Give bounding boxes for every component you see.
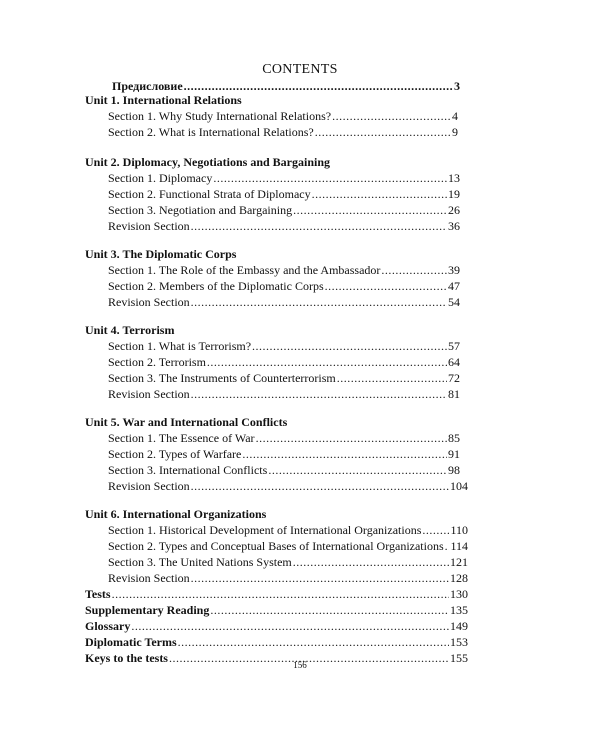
toc-entry[interactable] xyxy=(108,218,460,234)
toc-entry-label: Section 1. Why Study International Relations? xyxy=(108,109,332,123)
dot-leader xyxy=(268,462,447,478)
toc-entry-page: 153 xyxy=(450,635,468,649)
dot-leader xyxy=(422,522,449,538)
dot-leader xyxy=(312,186,447,202)
toc-back-matter[interactable] xyxy=(85,586,468,602)
toc-entry-page: 91 xyxy=(448,447,460,461)
toc-entry[interactable] xyxy=(108,294,460,310)
toc-back-matter[interactable] xyxy=(85,602,468,618)
toc-entry-page: 72 xyxy=(448,371,460,385)
toc-entry-page: 36 xyxy=(448,219,460,233)
dot-leader xyxy=(381,262,447,278)
toc-entry[interactable] xyxy=(108,338,460,354)
toc-entry-label: Revision Section xyxy=(108,479,190,493)
toc-entry-label: Diplomatic Terms xyxy=(85,635,177,649)
toc-entry-page: 104 xyxy=(450,479,468,493)
toc-entry-page: 57 xyxy=(448,339,460,353)
toc-entry[interactable] xyxy=(108,522,468,538)
toc-entry-page: 85 xyxy=(448,431,460,445)
unit-heading[interactable]: Unit 4. Terrorism xyxy=(85,323,175,337)
dot-leader xyxy=(337,370,447,386)
dot-leader xyxy=(178,634,449,650)
toc-entry[interactable] xyxy=(108,262,460,278)
dot-leader xyxy=(210,602,449,618)
toc-entry-page: 149 xyxy=(450,619,468,633)
toc-entry[interactable] xyxy=(108,538,468,554)
toc-entry[interactable] xyxy=(108,430,460,446)
toc-entry-label: Section 2. Members of the Diplomatic Corps xyxy=(108,279,324,293)
toc-entry-label: Section 3. Negotiation and Bargaining xyxy=(108,203,293,217)
toc-entry[interactable] xyxy=(108,462,460,478)
page-number: 156 xyxy=(293,660,307,670)
dot-leader xyxy=(213,170,447,186)
toc-entry[interactable] xyxy=(108,554,468,570)
toc-entry-label: Section 2. Types of Warfare xyxy=(108,447,242,461)
unit-heading[interactable]: Unit 5. War and International Conflicts xyxy=(85,415,288,429)
toc-back-matter[interactable] xyxy=(85,618,468,634)
dot-leader xyxy=(191,218,447,234)
dot-leader xyxy=(293,554,449,570)
unit-heading[interactable]: Unit 3. The Diplomatic Corps xyxy=(85,247,237,261)
dot-leader xyxy=(191,386,447,402)
toc-entry-label: Section 3. The Instruments of Counterterrorism xyxy=(108,371,336,385)
toc-entry-page: 110 xyxy=(450,523,468,537)
toc-entry-page: 155 xyxy=(450,651,468,665)
toc-entry[interactable] xyxy=(108,186,460,202)
dot-leader xyxy=(131,618,449,634)
toc-entry-page: 39 xyxy=(448,263,460,277)
toc-entry-label: Tests xyxy=(85,587,111,601)
toc-entry-page: 3 xyxy=(454,79,460,93)
toc-entry-page: 81 xyxy=(448,387,460,401)
toc-entry-page: 98 xyxy=(448,463,460,477)
toc-entry-page: 54 xyxy=(448,295,460,309)
toc-entry[interactable] xyxy=(108,170,460,186)
toc-entry-page: 19 xyxy=(448,187,460,201)
toc-entry-page: 128 xyxy=(450,571,468,585)
toc-entry-label: Section 1. The Essence of War xyxy=(108,431,255,445)
toc-entry-page: 4 xyxy=(452,109,458,123)
toc-entry[interactable] xyxy=(108,278,460,294)
toc-entry-label: Revision Section xyxy=(108,219,190,233)
page-title: CONTENTS xyxy=(262,62,338,77)
toc-entry-page: 13 xyxy=(448,171,460,185)
toc-entry-label: Supplementary Reading xyxy=(85,603,210,617)
toc-entry-label: Keys to the tests xyxy=(85,651,168,665)
unit-heading[interactable]: Unit 1. International Relations xyxy=(85,93,242,107)
toc-entry-label: Revision Section xyxy=(108,571,190,585)
dot-leader xyxy=(191,478,449,494)
toc-entry-page: 135 xyxy=(450,603,468,617)
dot-leader xyxy=(293,202,447,218)
toc-entry[interactable] xyxy=(108,354,460,370)
toc-entry[interactable] xyxy=(108,370,460,386)
toc-entry[interactable] xyxy=(108,570,468,586)
unit-heading[interactable]: Unit 2. Diplomacy, Negotiations and Bargaining xyxy=(85,155,331,169)
dot-leader xyxy=(191,294,447,310)
dot-leader xyxy=(445,538,450,554)
toc-entry-page: 26 xyxy=(448,203,460,217)
toc-entry[interactable] xyxy=(108,446,460,462)
dot-leader xyxy=(252,338,447,354)
toc-entry[interactable] xyxy=(108,108,458,124)
toc-entry-label: Section 2. Functional Strata of Diplomacy xyxy=(108,187,311,201)
toc-entry-label: Section 3. International Conflicts xyxy=(108,463,268,477)
toc-entry-label: Section 1. The Role of the Embassy and the Ambassador xyxy=(108,263,381,277)
toc-entry-label: Предисловие xyxy=(112,79,183,93)
dot-leader xyxy=(112,586,449,602)
toc-entry-page: 9 xyxy=(452,125,458,139)
toc-entry-label: Section 3. The United Nations System xyxy=(108,555,292,569)
toc-entry-page: 64 xyxy=(448,355,460,369)
toc-entry[interactable] xyxy=(108,386,460,402)
toc-entry-label: Section 2. Terrorism xyxy=(108,355,206,369)
dot-leader xyxy=(207,354,447,370)
toc-entry-page: 121 xyxy=(450,555,468,569)
toc-entry-page: 47 xyxy=(448,279,460,293)
toc-entry-label: Section 2. Types and Conceptual Bases of International Organizations xyxy=(108,539,444,553)
toc-entry[interactable] xyxy=(108,478,468,494)
toc-entry-label: Section 2. What is International Relations? xyxy=(108,125,314,139)
toc-entry-label: Revision Section xyxy=(108,387,190,401)
toc-entry-page: 114 xyxy=(450,539,468,553)
toc-entry-label: Glossary xyxy=(85,619,131,633)
dot-leader xyxy=(315,124,451,140)
toc-entry-label: Revision Section xyxy=(108,295,190,309)
dot-leader xyxy=(256,430,447,446)
toc-entry-page: 130 xyxy=(450,587,468,601)
toc-entry-label: Section 1. What is Terrorism? xyxy=(108,339,252,353)
dot-leader xyxy=(325,278,447,294)
dot-leader xyxy=(191,570,449,586)
toc-entry[interactable] xyxy=(108,124,458,140)
unit-heading[interactable]: Unit 6. International Organizations xyxy=(85,507,267,521)
dot-leader xyxy=(332,108,451,124)
toc-back-matter[interactable] xyxy=(85,634,468,650)
toc-entry-label: Section 1. Historical Development of International Organizations xyxy=(108,523,422,537)
toc-entry[interactable] xyxy=(108,202,460,218)
dot-leader xyxy=(242,446,447,462)
toc-entry-label: Section 1. Diplomacy xyxy=(108,171,213,185)
